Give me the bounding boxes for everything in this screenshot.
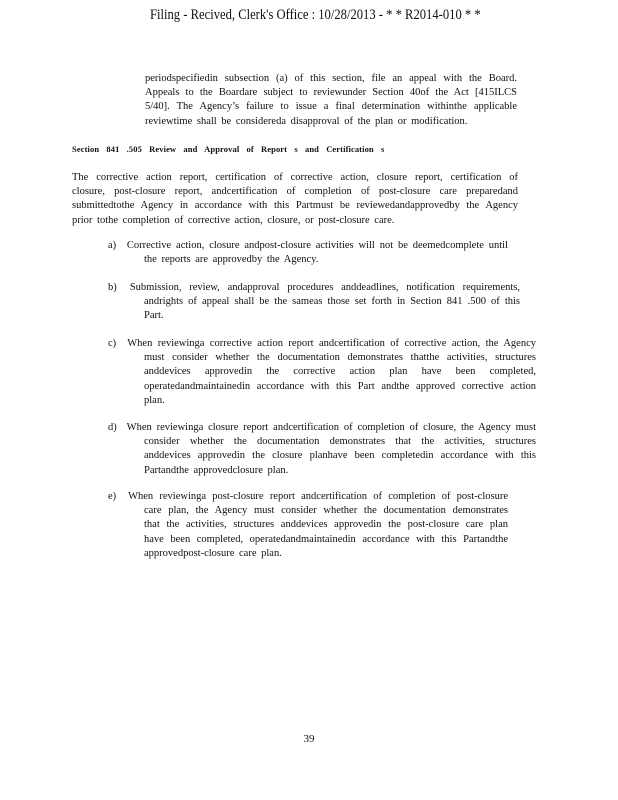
intro-paragraph: The corrective action report, certification of corrective action, closure report, certification of closure, post-closure report, andcertification of completion of post-closure care preparedand submittedtothe Agency in accordance with this Partmust be reviewedandapprovedby the Agency prior tothe completion of corrective action, closure, or post-closure care.: [72, 172, 518, 226]
item-text: When reviewinga corrective action report andcertification of corrective action, the Agency must consider whether the documentation demonstrates thatthe activities, structures anddevices approvedin the corrective action plan have been completed, operatedandmaintainedin accordance with this Part andthe approved corrective action plan.: [127, 338, 536, 406]
page-number: 39: [303, 733, 315, 745]
item-text: When reviewinga closure report andcertification of completion of closure, the Agency must consider whether the documentation demonstrates that the activities, structures anddevices approvedin the closure planhave been completedin accordance with this Partandthe approvedclosure plan.: [126, 422, 537, 476]
list-item-a: [108, 239, 508, 267]
continuation-paragraph: periodspecifiedin subsection (a) of this section, file an appeal with the Board. Appeals to the Boardare subject to reviewunder Section 40of the Act [415ILCS 5/40]. The Agency’s failure to issue a final determination withinthe applicable reviewtime shall be considereda disapproval of the plan or modification.: [145, 73, 517, 127]
item-label: b): [108, 282, 117, 293]
item-text: Corrective action, closure andpost-closure activities will not be deemedcomplete until the reports are approvedby the Agency.: [126, 240, 509, 266]
filing-header: Filing - Recived, Clerk's Office : 10/28/2013 - * * R2014-010 * *: [150, 7, 481, 23]
item-label: a): [108, 240, 117, 251]
list-item-b: [108, 281, 520, 324]
item-label: d): [108, 422, 117, 433]
section-heading: Section 841 .505 Review and Approval of Report s and Certification s: [72, 144, 385, 154]
list-item-c: [108, 337, 536, 408]
list-item-d: [108, 421, 536, 478]
item-label: c): [108, 338, 117, 349]
item-label: e): [108, 491, 117, 502]
list-item-e: [108, 490, 508, 561]
item-text: Submission, review, andapproval procedures anddeadlines, notification requirements, andrights of appeal shall be the sameas those set forth in Section 841 .500 of this Part.: [129, 282, 521, 322]
item-text: When reviewinga post-closure report andcertification of completion of post-closure care plan, the Agency must consider whether the documentation demonstrates that the activities, structures anddevices approvedin the post-closure care plan have been completed, operatedandmaintainedin accordance with this Partandthe approvedpost-closure care plan.: [128, 491, 509, 559]
